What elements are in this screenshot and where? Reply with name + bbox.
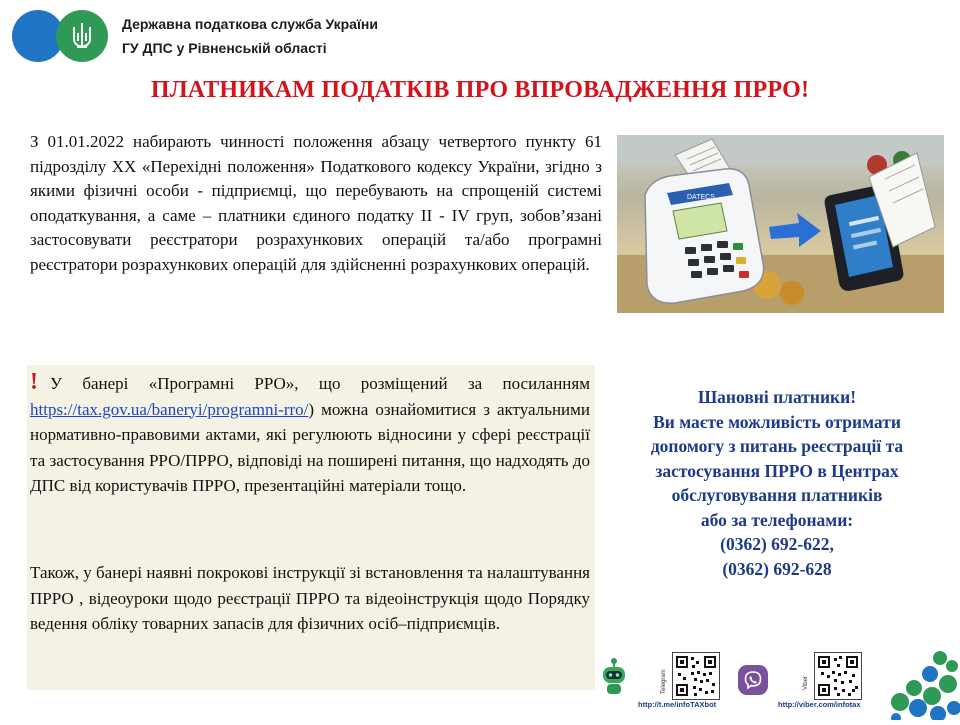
logo-trident-emblem: [56, 10, 108, 62]
intro-paragraph: З 01.01.2022 набирають чинності положення абзацу четвертого пункту 61 підрозділу ХХ «Перехідні положення» Податкового кодексу України, згідно з якими фізичні особи - підприємці, що перебувають на спрощеній системі оподаткування, а саме – платники єдиного податку ІІ - IV груп, зобов’язані застосовувати реєстратори розрахункових операцій та/або програмні реєстратори розрахункових операцій для здійсненні розрахункових операцій.: [30, 132, 602, 274]
contact-phone-2: (0362) 692-628: [722, 558, 832, 579]
notice-text-after-link: ) можна ознайомитися з актуальними нормативно-правовими актами, які регулюють відносини у сфері реєстрації та застосування РРО/ПРРО, відповіді на поширені питання, що надходять до ДПС від користувачів ПРРО, презентаційні матеріали тощо.: [30, 399, 590, 495]
viber-icon[interactable]: [738, 665, 768, 695]
notice-text-before-link: У банері «Програмні РРО», що розміщений за посиланням: [50, 374, 590, 393]
prro-illustration-photo: [617, 135, 944, 313]
contact-line-3: допомогу з питань реєстрації та: [650, 436, 904, 456]
telegram-qr-code[interactable]: [672, 652, 720, 700]
programni-rro-banner-link[interactable]: https://tax.gov.ua/baneryi/programni-rro/: [30, 399, 309, 419]
cash-register-icon: [645, 169, 764, 303]
page-title: ПЛАТНИКАМ ПОДАТКІВ ПРО ВПРОВАДЖЕННЯ ПРРО!: [150, 77, 810, 103]
contact-greeting: Шановні платники!: [697, 387, 857, 407]
prro-illustration-svg: [617, 135, 944, 313]
org-name-line2: ГУ ДПС у Рівненській області: [122, 40, 327, 56]
org-name-line1: Державна податкова служба України: [122, 16, 378, 32]
contact-info-block: [612, 385, 942, 581]
contact-phone-1: (0362) 692-622,: [720, 534, 834, 554]
contact-line-4: застосування ПРРО в Центрах: [655, 460, 899, 481]
trident-icon: [71, 21, 93, 51]
viber-link[interactable]: http://viber.com/infotax: [778, 700, 861, 709]
notice-paragraph-1: [30, 370, 590, 499]
decorative-dots: [888, 650, 960, 720]
contact-line-2: Ви маєте можливість отримати: [653, 411, 901, 432]
arrow-right-icon: [769, 213, 821, 247]
telegram-bot-link[interactable]: http://t.me/infoTAXbot: [638, 700, 717, 709]
notice-paragraph-2: Також, у банері наявні покрокові інструкції зі встановлення та налаштування ПРРО , відеоуроки щодо реєстрації ПРРО та відеоінструкція щодо Порядку ведення обліку товарних запасів для фізичних осіб–підприємців.: [30, 563, 590, 633]
viber-qr-code[interactable]: [814, 652, 862, 700]
exclamation-mark: !: [30, 369, 38, 395]
terminal-brand: DATECS: [687, 194, 715, 201]
viber-tag: Viber: [803, 676, 809, 690]
contact-line-6: або за телефонами:: [700, 509, 854, 530]
telegram-tag: Telegram: [661, 669, 667, 694]
contact-line-5: обслуговування платників: [671, 485, 883, 505]
tax-bot-icon: [600, 657, 628, 697]
